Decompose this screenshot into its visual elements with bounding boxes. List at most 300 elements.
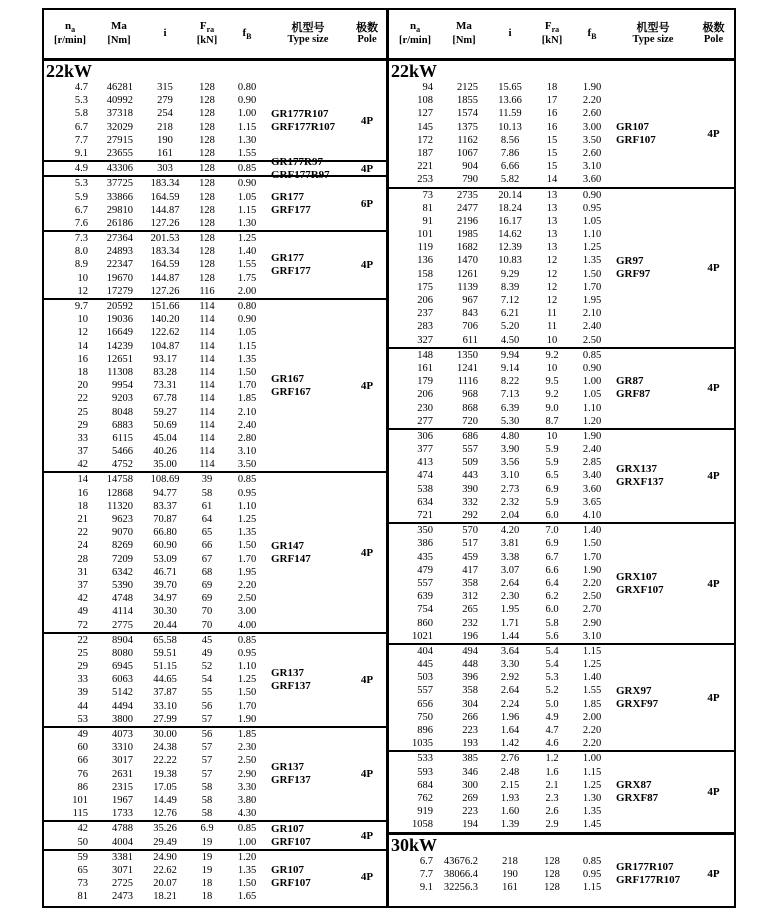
- ratio-cell: 104.87: [150, 340, 180, 352]
- na-cell: 101: [417, 229, 433, 241]
- pole-label: 4P: [360, 546, 374, 559]
- fb-cell: 0.95: [582, 202, 602, 214]
- ratio-cell: 46.71: [153, 566, 177, 578]
- na-cell: 762: [417, 792, 433, 804]
- type-size-line: GR177R107: [616, 861, 674, 874]
- fra-cell: 128: [199, 163, 215, 175]
- fra-cell: 58: [201, 808, 213, 820]
- fra-cell: 11: [546, 308, 558, 320]
- pole-label: 4P: [707, 261, 720, 274]
- ma-cell: 459: [462, 551, 478, 563]
- ma-cell: 1139: [457, 281, 478, 293]
- ratio-cell: 1.44: [500, 630, 520, 642]
- ma-cell: 2775: [112, 619, 133, 631]
- ma-cell: 4114: [112, 606, 133, 618]
- fb-cell: 1.30: [237, 134, 257, 146]
- ratio-cell: 254: [157, 108, 173, 120]
- ratio-cell: 5.20: [500, 321, 520, 333]
- ma-cell: 223: [462, 806, 478, 818]
- fb-cell: 3.10: [582, 161, 602, 173]
- fb-cell: 1.55: [237, 259, 257, 271]
- ratio-cell: 40.26: [153, 446, 177, 458]
- fb-cell: 1.30: [237, 217, 257, 229]
- na-cell: 94: [422, 82, 433, 93]
- na-cell: 377: [417, 444, 433, 456]
- ma-cell: 1574: [457, 108, 478, 120]
- ma-cell: 5390: [112, 579, 133, 591]
- fb-cell: 2.60: [582, 147, 602, 159]
- fra-cell: 2.3: [545, 792, 559, 804]
- na-cell: 5.8: [74, 108, 88, 120]
- na-cell: 277: [417, 415, 433, 427]
- na-cell: 7.3: [74, 233, 88, 245]
- section-title: 22kW: [46, 61, 93, 81]
- ma-cell: 5466: [112, 446, 133, 458]
- fb-cell: 2.90: [582, 617, 602, 629]
- fb-cell: 2.10: [237, 406, 257, 418]
- fb-cell: 3.10: [582, 630, 602, 642]
- ratio-cell: 18.24: [498, 202, 522, 214]
- ma-cell: 2315: [112, 781, 133, 793]
- na-cell: 221: [417, 161, 433, 173]
- ratio-cell: 20.44: [153, 619, 177, 631]
- type-size-line: GR107: [271, 822, 304, 835]
- fra-cell: 19: [201, 836, 213, 848]
- ma-cell: 292: [462, 510, 478, 521]
- ma-cell: 38066.4: [443, 868, 478, 880]
- ma-cell: 8080: [112, 647, 133, 659]
- ma-cell: 2125: [457, 82, 478, 93]
- col-header-ratio: i: [163, 27, 167, 40]
- na-cell: 8.9: [74, 259, 88, 271]
- na-cell: 750: [417, 711, 433, 723]
- ratio-cell: 20.07: [153, 878, 177, 890]
- ma-cell: 448: [462, 659, 478, 671]
- ma-cell: 557: [462, 444, 478, 456]
- na-cell: 39: [77, 687, 88, 699]
- ratio-cell: 2.76: [500, 753, 520, 765]
- fb-cell: 3.60: [582, 174, 602, 186]
- na-cell: 306: [417, 430, 433, 442]
- fra-cell: 12: [546, 295, 558, 306]
- fb-cell: 1.70: [582, 281, 602, 293]
- na-cell: 445: [417, 659, 433, 671]
- fra-cell: 70: [201, 606, 213, 618]
- na-cell: 42: [77, 823, 88, 835]
- na-cell: 65: [77, 864, 88, 876]
- pole-label: 4P: [707, 382, 720, 395]
- na-cell: 49: [77, 606, 88, 618]
- ratio-cell: 65.58: [153, 634, 177, 646]
- fra-cell: 58: [201, 781, 213, 793]
- type-size-line: GR177: [271, 190, 304, 203]
- ratio-cell: 144.87: [150, 204, 180, 216]
- col-header-typesize: 机型号 Type size: [632, 21, 674, 46]
- na-cell: 503: [417, 672, 433, 684]
- na-cell: 350: [417, 525, 433, 537]
- ma-cell: 19036: [106, 314, 133, 326]
- fra-cell: 10: [546, 430, 558, 442]
- fra-cell: 6.9: [545, 483, 559, 495]
- fra-cell: 128: [199, 108, 215, 120]
- na-cell: 479: [417, 564, 433, 576]
- ratio-cell: 10.13: [498, 121, 522, 133]
- ratio-cell: 60.90: [153, 540, 177, 552]
- fb-cell: 0.90: [237, 178, 257, 190]
- fra-cell: 114: [199, 366, 215, 378]
- table-left-half: [44, 10, 389, 906]
- fra-cell: 45: [201, 634, 213, 646]
- na-cell: 76: [77, 768, 88, 780]
- ratio-cell: 164.59: [150, 191, 180, 203]
- spec-group: [44, 632, 386, 726]
- type-size-line: GRF177: [271, 265, 311, 278]
- ratio-cell: 16.17: [498, 215, 522, 227]
- na-cell: 136: [417, 255, 433, 267]
- ratio-cell: 2.30: [500, 591, 520, 603]
- ma-cell: 14239: [106, 340, 133, 352]
- ma-cell: 358: [462, 577, 478, 589]
- fb-cell: 2.20: [582, 577, 602, 589]
- fb-cell: 1.70: [237, 380, 257, 392]
- na-cell: 327: [417, 334, 433, 346]
- type-size-label: [613, 524, 693, 643]
- fra-cell: 128: [199, 246, 215, 258]
- fb-cell: 0.80: [237, 82, 257, 93]
- fra-cell: 9.5: [545, 376, 559, 388]
- fb-cell: 4.00: [237, 619, 257, 631]
- ratio-cell: 66.80: [153, 527, 177, 539]
- ma-cell: 11320: [107, 500, 133, 512]
- fb-cell: 1.75: [237, 272, 257, 284]
- ma-cell: 27364: [106, 233, 133, 245]
- ma-cell: 1116: [457, 376, 478, 388]
- ma-cell: 5142: [112, 687, 133, 699]
- fb-cell: 0.95: [582, 868, 602, 880]
- ma-cell: 266: [462, 711, 478, 723]
- ratio-cell: 50.69: [153, 419, 177, 431]
- fra-cell: 2.9: [545, 819, 559, 831]
- fb-cell: 2.50: [237, 593, 257, 605]
- ratio-cell: 218: [157, 121, 173, 133]
- ratio-cell: 5.30: [500, 415, 520, 427]
- ratio-cell: 183.34: [150, 246, 180, 258]
- fb-cell: 2.70: [582, 604, 602, 616]
- ma-cell: 358: [462, 685, 478, 697]
- na-cell: 656: [417, 698, 433, 710]
- ma-cell: 32029: [106, 121, 133, 133]
- fb-cell: 1.15: [237, 121, 257, 133]
- ma-cell: 6063: [112, 674, 133, 686]
- fra-cell: 57: [201, 768, 213, 780]
- ma-cell: 269: [462, 792, 478, 804]
- spec-table: [42, 8, 736, 908]
- na-cell: 22: [77, 527, 88, 539]
- ma-cell: 9203: [112, 393, 133, 405]
- fb-cell: 1.10: [237, 500, 257, 512]
- spec-group: [44, 230, 386, 298]
- ma-cell: 2631: [112, 768, 133, 780]
- type-size-line: GR137: [271, 761, 304, 774]
- type-size-label: [268, 473, 348, 631]
- fra-cell: 57: [201, 755, 213, 767]
- type-size-label: [613, 189, 693, 347]
- ma-cell: 4004: [112, 836, 133, 848]
- fb-cell: 1.50: [237, 366, 257, 378]
- na-cell: 14: [77, 340, 88, 352]
- fb-cell: 1.25: [237, 674, 257, 686]
- fra-cell: 6.7: [545, 551, 559, 563]
- fra-cell: 58: [201, 487, 213, 499]
- na-cell: 158: [417, 268, 433, 280]
- fra-cell: 13: [546, 189, 558, 201]
- fb-cell: 1.50: [582, 538, 602, 550]
- spec-group: [389, 522, 734, 643]
- ratio-cell: 1.93: [500, 792, 520, 804]
- fb-cell: 1.35: [237, 864, 257, 876]
- na-cell: 72: [77, 619, 88, 631]
- ratio-cell: 83.28: [153, 366, 177, 378]
- ma-cell: 4752: [112, 459, 133, 471]
- fra-cell: 13: [546, 242, 558, 254]
- fb-cell: 1.85: [582, 698, 602, 710]
- fra-cell: 5.9: [545, 496, 559, 508]
- fb-cell: 0.90: [237, 314, 257, 326]
- column-header-row: [389, 10, 734, 61]
- fra-cell: 5.4: [545, 659, 559, 671]
- fb-cell: 1.15: [582, 645, 602, 657]
- na-cell: 86: [77, 781, 88, 793]
- type-size-label: [613, 430, 693, 522]
- fra-cell: 114: [199, 432, 215, 444]
- ma-cell: 6883: [112, 419, 133, 431]
- fb-cell: 1.25: [582, 779, 602, 791]
- na-cell: 754: [417, 604, 433, 616]
- pole-label: 4P: [707, 691, 720, 704]
- fb-cell: 1.05: [237, 191, 257, 203]
- type-size-line: GRF167: [271, 385, 311, 398]
- pole-label: 4P: [360, 259, 374, 272]
- ratio-cell: 44.65: [153, 674, 177, 686]
- ratio-cell: 33.10: [153, 700, 177, 712]
- fb-cell: 3.65: [582, 496, 602, 508]
- ratio-cell: 3.64: [500, 645, 520, 657]
- ma-cell: 1470: [457, 255, 478, 267]
- fra-cell: 69: [201, 579, 213, 591]
- ratio-cell: 24.90: [153, 851, 177, 863]
- ma-cell: 3017: [112, 755, 133, 767]
- spec-group: [389, 428, 734, 522]
- fra-cell: 4.9: [545, 711, 559, 723]
- ratio-cell: 53.09: [153, 553, 177, 565]
- ratio-cell: 3.38: [500, 551, 520, 563]
- fra-cell: 5.4: [545, 645, 559, 657]
- type-size-line: GRXF137: [616, 476, 664, 489]
- na-cell: 413: [417, 457, 433, 469]
- na-cell: 66: [77, 755, 88, 767]
- fb-cell: 0.80: [237, 301, 257, 312]
- fb-cell: 1.15: [582, 881, 602, 893]
- fb-cell: 1.25: [582, 659, 602, 671]
- ma-cell: 1733: [112, 808, 133, 820]
- type-size-line: GR177: [271, 252, 304, 265]
- spec-group: [44, 820, 386, 848]
- fra-cell: 6.9: [545, 538, 559, 550]
- fra-cell: 12: [546, 281, 558, 293]
- na-cell: 206: [417, 295, 433, 306]
- type-size-line: GR147: [271, 539, 304, 552]
- na-cell: 115: [72, 808, 88, 820]
- type-size-line: GRX97: [616, 684, 652, 697]
- fb-cell: 1.25: [237, 233, 257, 245]
- na-cell: 175: [417, 281, 433, 293]
- na-cell: 7.7: [419, 868, 433, 880]
- fb-cell: 3.00: [582, 121, 602, 133]
- ratio-cell: 14.49: [153, 794, 177, 806]
- na-cell: 1021: [412, 630, 433, 642]
- fb-cell: 4.30: [237, 808, 257, 820]
- na-cell: 31: [77, 566, 88, 578]
- fra-cell: 128: [544, 881, 560, 893]
- ratio-cell: 3.07: [500, 564, 520, 576]
- na-cell: 206: [417, 389, 433, 401]
- ma-cell: 1350: [457, 349, 478, 361]
- ma-cell: 904: [462, 161, 478, 173]
- ratio-cell: 303: [157, 163, 173, 175]
- ratio-cell: 7.12: [500, 295, 520, 306]
- fb-cell: 1.15: [237, 204, 257, 216]
- fra-cell: 61: [201, 500, 213, 512]
- fra-cell: 64: [201, 514, 213, 525]
- pole-label: 4P: [360, 379, 374, 392]
- type-size-label: [268, 177, 348, 230]
- ratio-cell: 6.39: [500, 402, 520, 414]
- na-cell: 73: [422, 189, 433, 201]
- type-size-line: GR87: [616, 375, 644, 388]
- fb-cell: 1.05: [582, 215, 602, 227]
- fra-cell: 114: [199, 327, 215, 339]
- fb-cell: 1.10: [582, 229, 602, 241]
- type-size-label: [613, 645, 693, 751]
- fra-cell: 65: [201, 527, 213, 539]
- fra-cell: 128: [199, 95, 215, 107]
- na-cell: 16: [77, 487, 88, 499]
- fra-cell: 128: [199, 82, 215, 93]
- type-size-line: GRXF97: [616, 697, 659, 710]
- fb-cell: 1.95: [237, 566, 257, 578]
- fra-cell: 114: [199, 393, 215, 405]
- ratio-cell: 218: [502, 855, 518, 867]
- fra-cell: 2.1: [545, 779, 559, 791]
- fra-cell: 69: [201, 593, 213, 605]
- na-cell: 91: [422, 215, 433, 227]
- fb-cell: 1.25: [237, 514, 257, 525]
- fra-cell: 12: [546, 255, 558, 267]
- fb-cell: 2.20: [582, 738, 602, 750]
- type-size-line: GRF177R107: [616, 874, 681, 887]
- pole-label: 4P: [360, 871, 374, 884]
- na-cell: 919: [417, 806, 433, 818]
- ma-cell: 417: [462, 564, 478, 576]
- na-cell: 42: [77, 593, 88, 605]
- ma-cell: 6342: [112, 566, 133, 578]
- ratio-cell: 140.20: [150, 314, 180, 326]
- ratio-cell: 12.39: [498, 242, 522, 254]
- fra-cell: 4.7: [545, 725, 559, 736]
- ratio-cell: 201.53: [150, 233, 180, 245]
- na-cell: 1035: [412, 738, 433, 750]
- fra-cell: 9.0: [545, 402, 559, 414]
- ratio-cell: 11.59: [498, 108, 522, 120]
- ratio-cell: 8.39: [500, 281, 520, 293]
- na-cell: 119: [417, 242, 433, 254]
- na-cell: 253: [417, 174, 433, 186]
- ma-cell: 300: [462, 779, 478, 791]
- fra-cell: 19: [201, 864, 213, 876]
- type-size-line: GRF177: [271, 203, 311, 216]
- fra-cell: 52: [201, 661, 213, 673]
- fra-cell: 57: [201, 742, 213, 754]
- ratio-cell: 73.31: [153, 380, 177, 392]
- ma-cell: 868: [462, 402, 478, 414]
- fb-cell: 1.35: [237, 527, 257, 539]
- ma-cell: 27915: [106, 134, 133, 146]
- ma-cell: 12868: [106, 487, 133, 499]
- fra-cell: 56: [201, 729, 213, 740]
- spec-group: [389, 855, 734, 895]
- fb-cell: 1.50: [237, 878, 257, 890]
- fb-cell: 2.90: [237, 768, 257, 780]
- fb-cell: 2.50: [237, 755, 257, 767]
- ma-cell: 2196: [457, 215, 478, 227]
- ma-cell: 3071: [112, 864, 133, 876]
- ratio-cell: 122.62: [150, 327, 180, 339]
- fra-cell: 6.2: [545, 591, 559, 603]
- fra-cell: 5.6: [545, 630, 559, 642]
- na-cell: 10: [77, 314, 88, 326]
- section-title: 30kW: [389, 832, 734, 855]
- type-size-line: GR137: [271, 666, 304, 679]
- ratio-cell: 1.39: [500, 819, 520, 831]
- fb-cell: 1.20: [237, 851, 257, 863]
- fb-cell: 1.70: [582, 551, 602, 563]
- ma-cell: 32256.3: [443, 881, 478, 893]
- ratio-cell: 4.80: [500, 430, 520, 442]
- ma-cell: 7209: [112, 553, 133, 565]
- ratio-cell: 190: [502, 868, 518, 880]
- na-cell: 684: [417, 779, 433, 791]
- ma-cell: 17279: [106, 285, 133, 297]
- type-size-line: GR177R107: [271, 107, 329, 120]
- pole-label: 4P: [360, 114, 374, 127]
- fra-cell: 128: [199, 178, 215, 190]
- section-title: 22kW: [391, 61, 438, 81]
- na-cell: 20: [77, 380, 88, 392]
- na-cell: 53: [77, 713, 88, 725]
- ratio-cell: 37.87: [153, 687, 177, 699]
- ratio-cell: 35.00: [153, 459, 177, 471]
- fra-cell: 15: [546, 161, 558, 173]
- fb-cell: 3.50: [582, 134, 602, 146]
- ma-cell: 9954: [112, 380, 133, 392]
- na-cell: 187: [417, 147, 433, 159]
- fra-cell: 10: [546, 362, 558, 374]
- fra-cell: 16: [546, 121, 558, 133]
- fb-cell: 2.00: [237, 285, 257, 297]
- ratio-cell: 24.38: [153, 742, 177, 754]
- type-size-line: GRF177R107: [271, 120, 336, 133]
- na-cell: 593: [417, 766, 433, 778]
